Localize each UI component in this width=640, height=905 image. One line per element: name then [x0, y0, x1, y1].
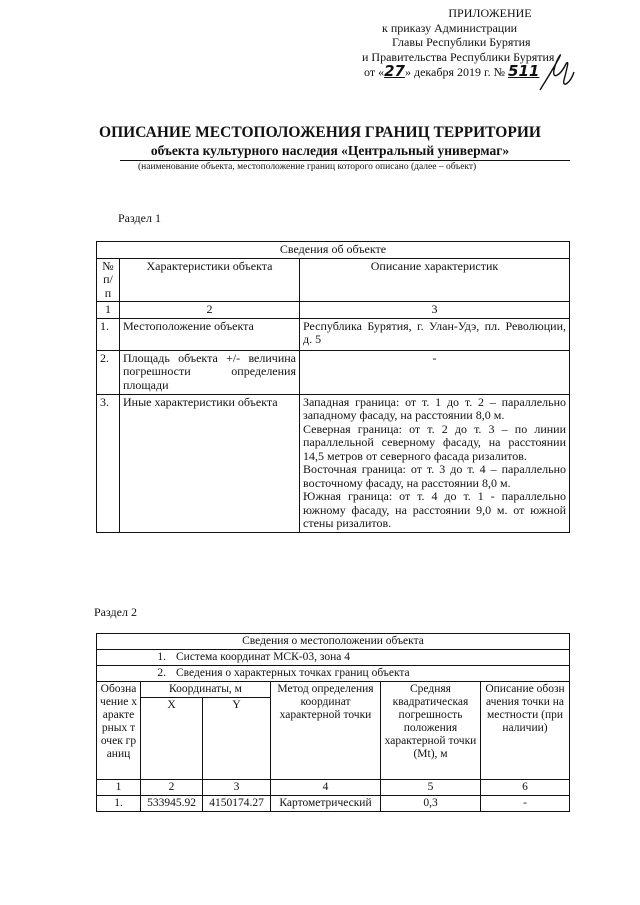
point-description: - [481, 796, 570, 812]
col-header-x: X [141, 698, 203, 780]
appendix-line-3: и Правительства Республики Бурятия [362, 49, 555, 64]
location-table [96, 633, 570, 812]
points-header-text: Сведения о характерных точках границ объекта [176, 667, 410, 679]
row-characteristic: Иные характеристики объекта [120, 394, 300, 532]
index-cell: 1 [97, 302, 120, 319]
index-cell: 1 [97, 780, 141, 796]
location-table-title: Сведения о местоположении объекта [97, 634, 570, 650]
appendix-line-2: Главы Республики Бурятия [392, 35, 531, 49]
table-row [97, 796, 570, 812]
appendix-title: ПРИЛОЖЕНИЕ [448, 6, 532, 20]
col-header-method: Метод определения координат характерной точки [271, 682, 381, 780]
points-header-row [97, 666, 570, 682]
coord-system-row [97, 650, 570, 666]
col-header-y: Y [203, 698, 271, 780]
index-cell: 4 [271, 780, 381, 796]
boundary-south: Южная граница: от т. 4 до т. 1 - параллельно южному фасаду, на расстоянии 9,0 м. от южной стены ризалитов. [303, 489, 566, 530]
row-characteristic: Местоположение объекта [120, 318, 300, 350]
index-cell: 6 [481, 780, 570, 796]
section-1-label: Раздел 1 [118, 211, 161, 225]
col-header-characteristic: Характеристики объекта [120, 258, 300, 302]
index-cell: 3 [300, 302, 570, 319]
object-info-title: Сведения об объекте [97, 242, 570, 259]
row-description: - [300, 350, 570, 394]
col-header-description: Описание характеристик [300, 258, 570, 302]
section-2-label: Раздел 2 [94, 605, 137, 619]
date-suffix: » декабря 2019 г. № [404, 65, 506, 79]
document-subtitle: объекта культурного наследия «Центральный универмаг» [150, 143, 510, 158]
col-header-point-desc: Описание обозначения точки на местности (при наличии) [481, 682, 570, 780]
coord-system-num: 1. [157, 651, 166, 663]
point-number: 1. [97, 796, 141, 812]
col-header-num: № п/п [97, 258, 120, 302]
index-cell: 2 [120, 302, 300, 319]
table-row [97, 394, 570, 532]
row-characteristic: Площадь объекта +/- величина погрешности определения площади [120, 350, 300, 394]
index-cell: 2 [141, 780, 203, 796]
order-number: 511 [508, 62, 540, 80]
index-cell: 5 [381, 780, 481, 796]
row-number: 2. [97, 350, 120, 394]
boundary-west: Западная граница: от т. 1 до т. 2 – параллельно западному фасаду, на расстоянии 8,0 м. [303, 394, 566, 422]
col-header-point: Обозначение характерных точек границ [97, 682, 141, 780]
coord-y: 4150174.27 [203, 796, 271, 812]
row-number: 3. [97, 394, 120, 532]
error: 0,3 [381, 796, 481, 812]
object-info-table [96, 241, 570, 533]
index-cell: 3 [203, 780, 271, 796]
document-title: ОПИСАНИЕ МЕСТОПОЛОЖЕНИЯ ГРАНИЦ ТЕРРИТОРИИ [99, 124, 541, 141]
col-header-coords: Координаты, м [141, 682, 271, 698]
date-day: 27 [384, 62, 405, 80]
date-prefix: от « [364, 65, 385, 79]
coord-x: 533945.92 [141, 796, 203, 812]
row-number: 1. [97, 318, 120, 350]
appendix-line-1: к приказу Администрации [382, 20, 518, 35]
row-description: Республика Бурятия, г. Улан-Удэ, пл. Революции, д. 5 [300, 318, 570, 350]
signature-scribble [536, 50, 576, 96]
boundary-east: Восточная граница: от т. 3 до т. 4 – параллельно восточному фасаду, на расстоянии 8,0 м. [303, 462, 566, 490]
col-header-error: Средняя квадратическая погрешность положения характерной точки (Mt), м [381, 682, 481, 780]
title-note: (наименование объекта, местоположение границ которого описано (далее – объект) [138, 162, 477, 172]
coord-system-text: Система координат МСК-03, зона 4 [176, 651, 350, 663]
boundary-north: Северная граница: от т. 2 до т. 3 – по линии параллельной северному фасаду, на расстоянии 14,5 метров от северного фасада ризалитов. [303, 421, 566, 463]
title-underline [120, 160, 570, 161]
points-header-num: 2. [157, 667, 166, 679]
method: Картометрический [271, 796, 381, 812]
table-row [97, 318, 570, 350]
row-description [300, 394, 570, 532]
table-row [97, 350, 570, 394]
